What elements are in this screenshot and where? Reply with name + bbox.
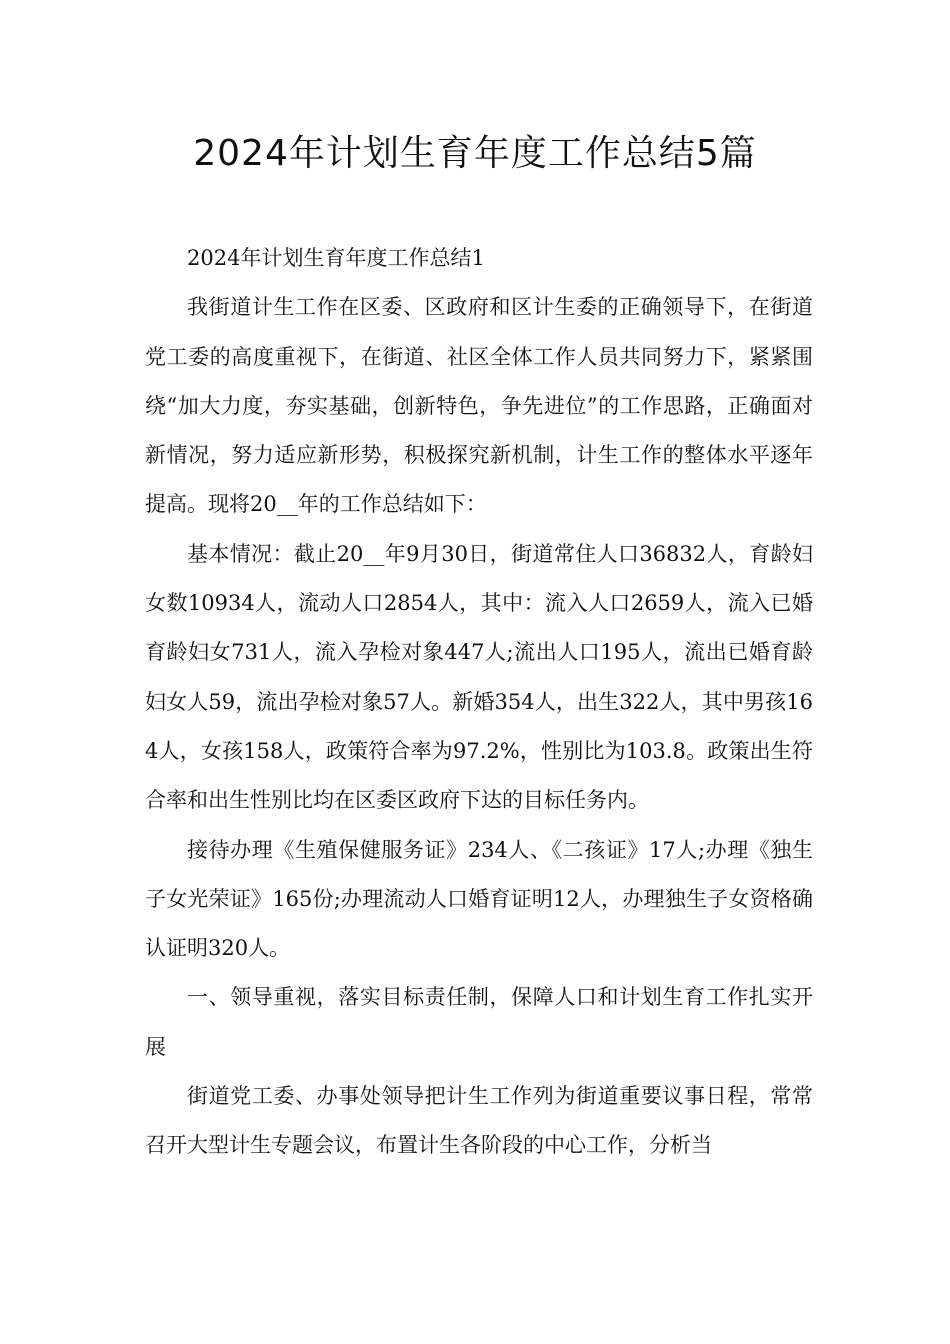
document-body xyxy=(145,234,813,1171)
intro-paragraph: 我街道计生工作在区委、区政府和区计生委的正确领导下，在街道党工委的高度重视下，在街道、社区全体工作人员共同努力下，紧紧围绕“加大力度，夯实基础，创新特色，争先进位”的工作思路，正确面对新情况，努力适应新形势，积极探究新机制，计生工作的整体水平逐年提高。现将20__年的工作总结如下： xyxy=(145,295,813,517)
certificates-paragraph: 接待办理《生殖保健服务证》234人、《二孩证》17人;办理《独生子女光荣证》165份;办理流动人口婚育证明12人，办理独生子女资格确认证明320人。 xyxy=(145,837,813,961)
document-title: 2024年计划生育年度工作总结5篇 xyxy=(193,133,757,174)
section-1-paragraph: 街道党工委、办事处领导把计生工作列为街道重要议事日程，常常召开大型计生专题会议，布置计生各阶段的中心工作，分析当 xyxy=(145,1084,813,1158)
basic-info-paragraph: 基本情况：截止20__年9月30日，街道常住人口36832人，育龄妇女数10934人，流动人口2854人，其中：流入人口2659人，流入已婚育龄妇女731人，流入孕检对象447人;流出人口195人，流出已婚育龄妇女人59，流出孕检对象57人。新婚354人，出生322人，其中男孩164人，女孩158人，政策符合率为97.2%，性别比为103.8。政策出生符合率和出生性别比均在区委区政府下达的目标任务内。 xyxy=(145,541,813,813)
subtitle-paragraph: 2024年计划生育年度工作总结1 xyxy=(187,246,485,270)
section-heading-1: 一、领导重视，落实目标责任制，保障人口和计划生育工作扎实开展 xyxy=(145,985,813,1059)
